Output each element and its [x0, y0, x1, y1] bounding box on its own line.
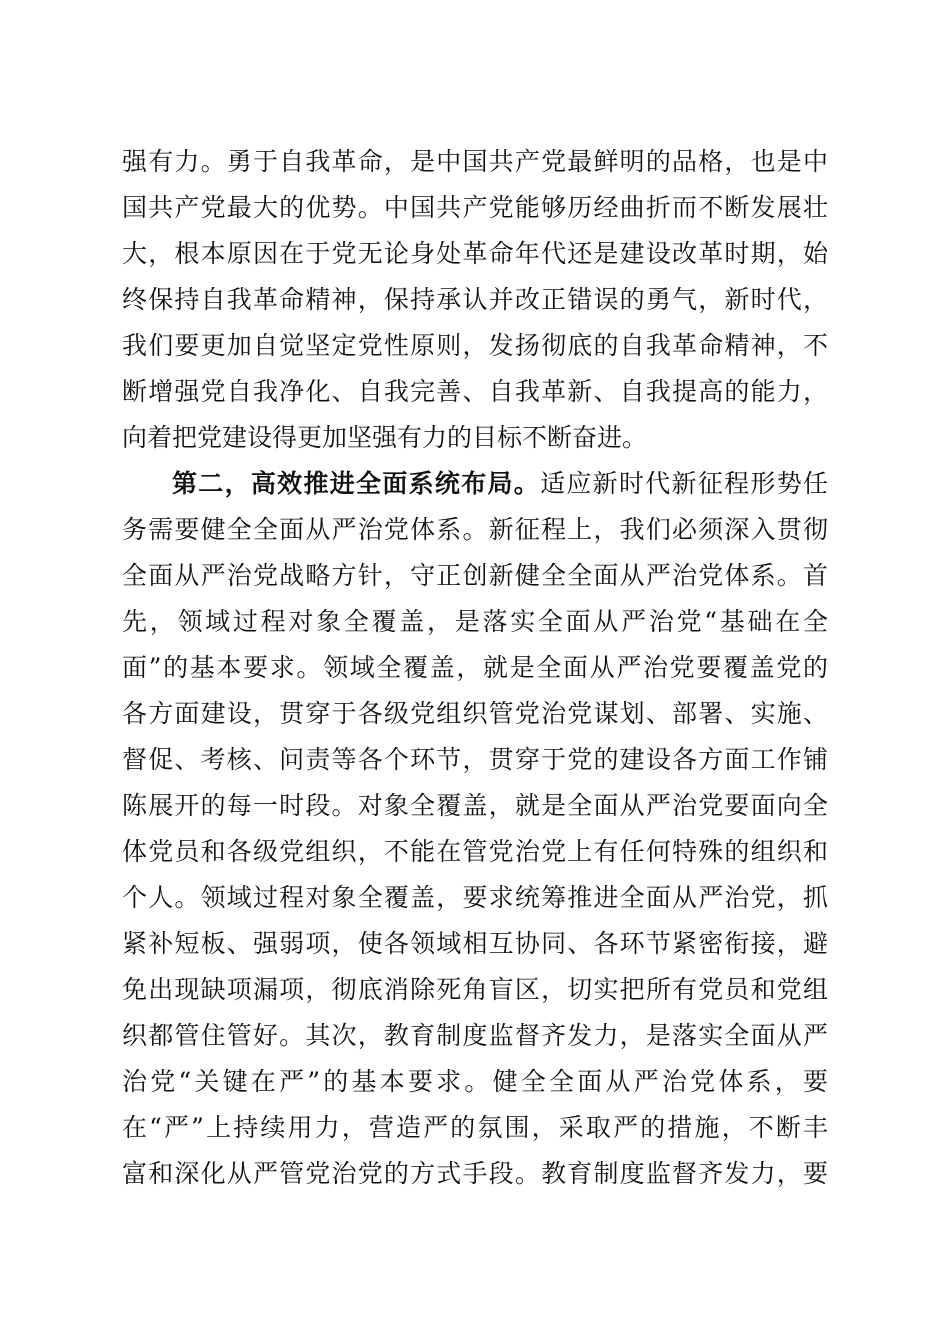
text-line: 免出现缺项漏项，彻底消除死角盲区，切实把所有党员和党组 [122, 975, 828, 1004]
paragraph-first-line [172, 467, 828, 501]
text-line: 陈展开的每一时段。对象全覆盖，就是全面从严治党要面向全 [122, 791, 828, 820]
text-line: 富和深化从严管党治党的方式手段。教育制度监督齐发力，要 [122, 1159, 828, 1188]
text-line: 国共产党最大的优势。中国共产党能够历经曲折而不断发展壮 [122, 193, 828, 222]
text-line: 面”的基本要求。领域全覆盖，就是全面从严治党要覆盖党的 [122, 653, 828, 682]
text-line: 个人。领域过程对象全覆盖，要求统筹推进全面从严治党，抓 [122, 883, 828, 912]
text-line: 各方面建设，贯穿于各级党组织管党治党谋划、部署、实施、 [122, 699, 828, 728]
text-line: 强有力。勇于自我革命，是中国共产党最鲜明的品格，也是中 [122, 147, 828, 176]
section-heading: 第二，高效推进全面系统布局。 [172, 469, 541, 498]
text-line: 我们要更加自觉坚定党性原则，发扬彻底的自我革命精神，不 [122, 331, 828, 360]
text-line: 终保持自我革命精神，保持承认并改正错误的勇气，新时代， [122, 285, 828, 314]
first-line-text: 适应新时代新征程形势任 [540, 469, 828, 498]
text-line: 织都管住管好。其次，教育制度监督齐发力，是落实全面从严 [122, 1021, 828, 1050]
text-line: 督促、考核、问责等各个环节，贯穿于党的建设各方面工作铺 [122, 745, 828, 774]
text-line: 大，根本原因在于党无论身处革命年代还是建设改革时期，始 [122, 239, 828, 268]
text-line: 全面从严治党战略方针，守正创新健全全面从严治党体系。首 [122, 561, 828, 590]
text-line: 先，领域过程对象全覆盖，是落实全面从严治党“基础在全 [122, 607, 828, 636]
text-line: 紧补短板、强弱项，使各领域相互协同、各环节紧密衔接，避 [122, 929, 828, 958]
text-line: 断增强党自我净化、自我完善、自我革新、自我提高的能力， [122, 377, 828, 406]
text-line: 治党“关键在严”的基本要求。健全全面从严治党体系，要 [122, 1067, 828, 1096]
text-line: 向着把党建设得更加坚强有力的目标不断奋进。 [122, 423, 648, 452]
text-line: 务需要健全全面从严治党体系。新征程上，我们必须深入贯彻 [122, 515, 828, 544]
text-line: 体党员和各级党组织，不能在管党治党上有任何特殊的组织和 [122, 837, 828, 866]
text-line: 在“严”上持续用力，营造严的氛围，采取严的措施，不断丰 [122, 1113, 828, 1142]
